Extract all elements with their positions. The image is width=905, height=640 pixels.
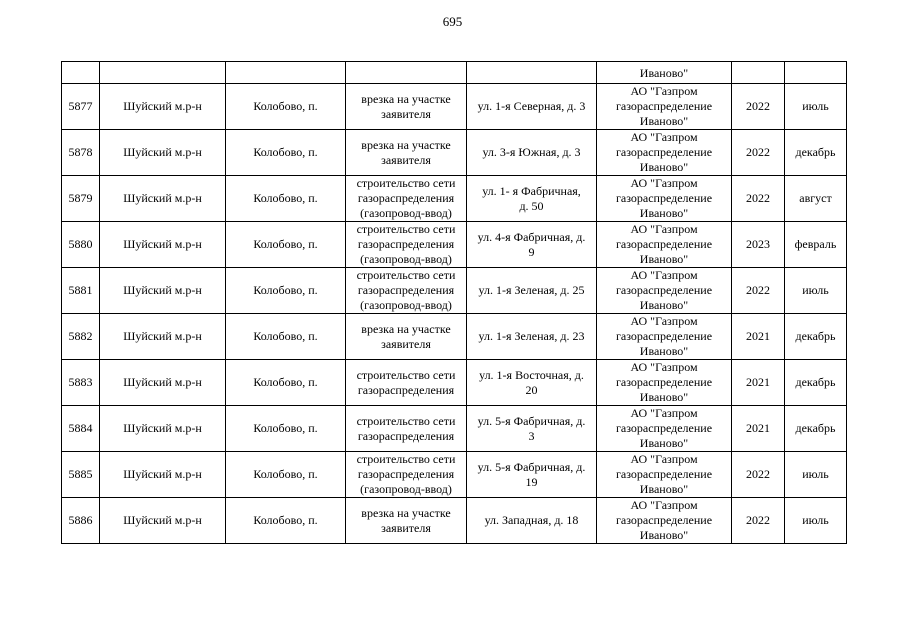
cell-address-text: ул. 1-я Восточная, д. 20 <box>479 367 584 397</box>
cell-organization <box>597 268 732 314</box>
cell-address <box>467 268 597 314</box>
cell-settlement <box>226 314 346 360</box>
cell-district <box>100 360 226 406</box>
cell-district-text: Шуйский м.р-н <box>123 145 202 159</box>
cell-month <box>785 268 847 314</box>
registry-table <box>61 61 847 544</box>
cell-settlement <box>226 360 346 406</box>
table-body <box>62 62 847 544</box>
cell-work-text: строительство сети газораспределения (газопровод-ввод) <box>356 222 456 266</box>
cell-organization-text: АО "Газпром газораспределение Иваново" <box>615 452 713 496</box>
cell-organization-text: АО "Газпром газораспределение Иваново" <box>615 268 713 312</box>
cell-month <box>785 452 847 498</box>
cell-work-text: строительство сети газораспределения (газопровод-ввод) <box>356 176 456 220</box>
cell-settlement-text: Колобово, п. <box>253 237 318 251</box>
cell-address-text: ул. 1-я Зеленая, д. 25 <box>478 283 585 297</box>
cell-year <box>732 314 785 360</box>
cell-organization <box>597 406 732 452</box>
cell-month <box>785 222 847 268</box>
cell-num <box>62 62 100 84</box>
cell-work <box>346 406 467 452</box>
cell-month <box>785 360 847 406</box>
cell-settlement <box>226 452 346 498</box>
cell-district-text: Шуйский м.р-н <box>123 191 202 205</box>
cell-work <box>346 176 467 222</box>
table-row <box>62 406 847 452</box>
cell-address-text: ул. 5-я Фабричная, д. 3 <box>477 413 586 443</box>
cell-work <box>346 360 467 406</box>
cell-address-text: ул. 1-я Северная, д. 3 <box>477 99 586 113</box>
cell-organization <box>597 452 732 498</box>
cell-organization <box>597 130 732 176</box>
cell-month-text: июль <box>802 99 829 113</box>
cell-district-text: Шуйский м.р-н <box>123 513 202 527</box>
cell-address-text: ул. 4-я Фабричная, д. 9 <box>477 229 586 259</box>
cell-organization-text: АО "Газпром газораспределение Иваново" <box>615 360 713 404</box>
cell-settlement <box>226 130 346 176</box>
cell-settlement <box>226 176 346 222</box>
cell-work <box>346 452 467 498</box>
cell-organization-text: АО "Газпром газораспределение Иваново" <box>615 130 713 174</box>
cell-address <box>467 406 597 452</box>
cell-month-text: декабрь <box>795 421 836 435</box>
cell-district <box>100 62 226 84</box>
cell-settlement-text: Колобово, п. <box>253 145 318 159</box>
cell-address <box>467 130 597 176</box>
cell-month-text: июль <box>802 467 829 481</box>
cell-year-text: 2021 <box>746 421 770 435</box>
cell-work <box>346 498 467 544</box>
table-row <box>62 314 847 360</box>
cell-year-text: 2021 <box>746 375 770 389</box>
table-row <box>62 176 847 222</box>
table-row <box>62 130 847 176</box>
cell-organization-text: АО "Газпром газораспределение Иваново" <box>615 314 713 358</box>
cell-num <box>62 360 100 406</box>
cell-district <box>100 498 226 544</box>
cell-settlement <box>226 406 346 452</box>
cell-organization-text: Иваново" <box>639 66 689 80</box>
cell-year-text: 2022 <box>746 283 770 297</box>
cell-district <box>100 176 226 222</box>
cell-address <box>467 176 597 222</box>
cell-work-text: строительство сети газораспределения <box>356 367 456 397</box>
cell-num <box>62 314 100 360</box>
cell-year <box>732 452 785 498</box>
cell-work-text: строительство сети газораспределения (газопровод-ввод) <box>356 268 456 312</box>
cell-num <box>62 452 100 498</box>
cell-year-text: 2022 <box>746 145 770 159</box>
cell-organization-text: АО "Газпром газораспределение Иваново" <box>615 84 713 128</box>
cell-num <box>62 130 100 176</box>
cell-month-text: декабрь <box>795 329 836 343</box>
cell-address <box>467 84 597 130</box>
cell-address-text: ул. 1- я Фабричная, д. 50 <box>482 183 581 213</box>
cell-num-text: 5880 <box>68 237 93 251</box>
cell-num-text: 5882 <box>68 329 93 343</box>
cell-year-text: 2022 <box>746 467 770 481</box>
cell-year-text: 2022 <box>746 99 770 113</box>
cell-num <box>62 84 100 130</box>
cell-work-text: врезка на участке заявителя <box>361 91 451 121</box>
cell-year-text: 2021 <box>746 329 770 343</box>
table-row <box>62 84 847 130</box>
cell-organization-text: АО "Газпром газораспределение Иваново" <box>615 498 713 542</box>
cell-num-text: 5877 <box>68 99 93 113</box>
cell-address <box>467 452 597 498</box>
cell-year-text: 2022 <box>746 191 770 205</box>
cell-address <box>467 360 597 406</box>
cell-year <box>732 268 785 314</box>
cell-month <box>785 314 847 360</box>
cell-district <box>100 222 226 268</box>
cell-organization <box>597 176 732 222</box>
cell-year <box>732 222 785 268</box>
cell-organization <box>597 222 732 268</box>
cell-settlement-text: Колобово, п. <box>253 421 318 435</box>
cell-num <box>62 498 100 544</box>
cell-work <box>346 62 467 84</box>
cell-month <box>785 62 847 84</box>
cell-month-text: декабрь <box>795 375 836 389</box>
cell-month <box>785 406 847 452</box>
cell-year <box>732 130 785 176</box>
cell-settlement <box>226 222 346 268</box>
cell-num-text: 5879 <box>68 191 93 205</box>
cell-district-text: Шуйский м.р-н <box>123 283 202 297</box>
cell-district <box>100 452 226 498</box>
cell-num-text: 5881 <box>68 283 93 297</box>
cell-organization-text: АО "Газпром газораспределение Иваново" <box>615 176 713 220</box>
cell-month <box>785 498 847 544</box>
cell-address <box>467 314 597 360</box>
table-row <box>62 222 847 268</box>
cell-settlement <box>226 62 346 84</box>
cell-work <box>346 130 467 176</box>
cell-work-text: врезка на участке заявителя <box>361 137 451 167</box>
cell-num <box>62 222 100 268</box>
cell-address <box>467 222 597 268</box>
cell-district-text: Шуйский м.р-н <box>123 99 202 113</box>
cell-organization-text: АО "Газпром газораспределение Иваново" <box>615 222 713 266</box>
cell-organization-text: АО "Газпром газораспределение Иваново" <box>615 406 713 450</box>
cell-num <box>62 268 100 314</box>
cell-year-text: 2023 <box>746 237 770 251</box>
table-row-continued <box>62 62 847 84</box>
cell-settlement <box>226 498 346 544</box>
cell-settlement-text: Колобово, п. <box>253 329 318 343</box>
cell-address-text: ул. Западная, д. 18 <box>484 513 579 527</box>
cell-work <box>346 222 467 268</box>
table-row <box>62 452 847 498</box>
table-row <box>62 360 847 406</box>
cell-num-text: 5885 <box>68 467 93 481</box>
cell-num-text: 5886 <box>68 513 93 527</box>
cell-district <box>100 268 226 314</box>
cell-work <box>346 84 467 130</box>
cell-work-text: врезка на участке заявителя <box>361 505 451 535</box>
cell-district-text: Шуйский м.р-н <box>123 237 202 251</box>
cell-year-text: 2022 <box>746 513 770 527</box>
cell-work <box>346 268 467 314</box>
cell-settlement <box>226 268 346 314</box>
cell-month <box>785 176 847 222</box>
cell-year <box>732 406 785 452</box>
cell-address <box>467 498 597 544</box>
cell-year <box>732 176 785 222</box>
cell-organization <box>597 314 732 360</box>
cell-month-text: декабрь <box>795 145 836 159</box>
cell-address <box>467 62 597 84</box>
cell-month-text: август <box>799 191 832 205</box>
cell-work-text: строительство сети газораспределения <box>356 413 456 443</box>
cell-district <box>100 314 226 360</box>
cell-organization <box>597 62 732 84</box>
cell-month <box>785 84 847 130</box>
cell-district-text: Шуйский м.р-н <box>123 329 202 343</box>
cell-num <box>62 176 100 222</box>
cell-address-text: ул. 5-я Фабричная, д. 19 <box>477 459 586 489</box>
cell-work <box>346 314 467 360</box>
cell-settlement-text: Колобово, п. <box>253 467 318 481</box>
cell-district <box>100 406 226 452</box>
cell-num-text: 5883 <box>68 375 93 389</box>
cell-year <box>732 84 785 130</box>
cell-month-text: февраль <box>794 237 837 251</box>
page-number: 695 <box>442 14 463 29</box>
cell-settlement-text: Колобово, п. <box>253 283 318 297</box>
cell-district <box>100 130 226 176</box>
cell-month-text: июль <box>802 513 829 527</box>
cell-district <box>100 84 226 130</box>
cell-district-text: Шуйский м.р-н <box>123 421 202 435</box>
cell-settlement-text: Колобово, п. <box>253 99 318 113</box>
cell-year <box>732 498 785 544</box>
cell-num-text: 5884 <box>68 421 93 435</box>
cell-settlement-text: Колобово, п. <box>253 513 318 527</box>
cell-month-text: июль <box>802 283 829 297</box>
cell-district-text: Шуйский м.р-н <box>123 375 202 389</box>
cell-month <box>785 130 847 176</box>
table-row <box>62 268 847 314</box>
cell-work-text: врезка на участке заявителя <box>361 321 451 351</box>
cell-year <box>732 360 785 406</box>
cell-settlement <box>226 84 346 130</box>
table-row <box>62 498 847 544</box>
cell-organization <box>597 360 732 406</box>
cell-year <box>732 62 785 84</box>
cell-num <box>62 406 100 452</box>
cell-settlement-text: Колобово, п. <box>253 191 318 205</box>
cell-address-text: ул. 3-я Южная, д. 3 <box>482 145 581 159</box>
cell-address-text: ул. 1-я Зеленая, д. 23 <box>478 329 585 343</box>
cell-district-text: Шуйский м.р-н <box>123 467 202 481</box>
cell-work-text: строительство сети газораспределения (газопровод-ввод) <box>356 452 456 496</box>
cell-num-text: 5878 <box>68 145 93 159</box>
cell-organization <box>597 84 732 130</box>
cell-organization <box>597 498 732 544</box>
cell-settlement-text: Колобово, п. <box>253 375 318 389</box>
